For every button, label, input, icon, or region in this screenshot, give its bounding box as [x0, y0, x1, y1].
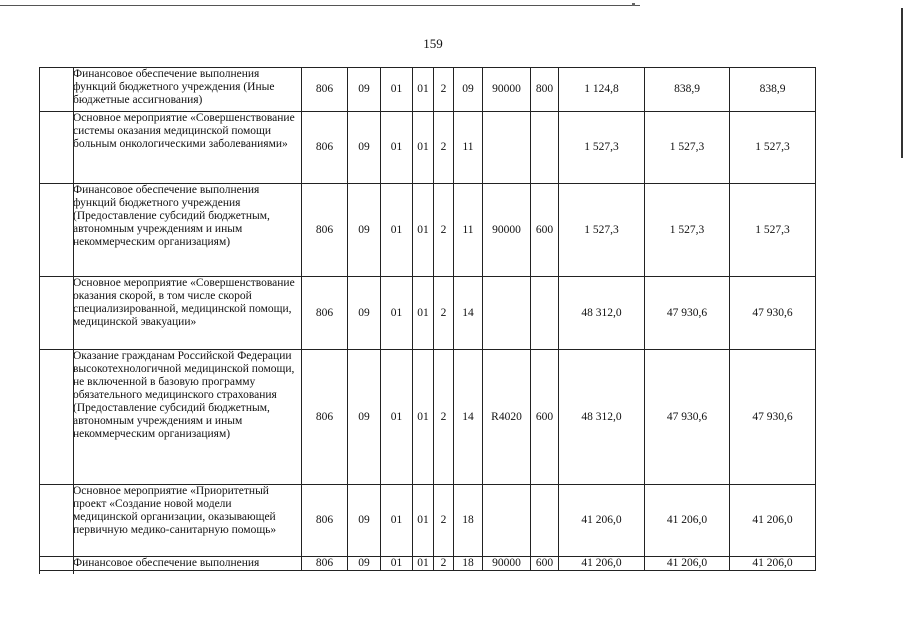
expense-type-code — [531, 112, 559, 184]
value-year-2: 41 206,0 — [645, 485, 730, 557]
subprogram-code: 2 — [434, 277, 454, 350]
value-year-3: 41 206,0 — [730, 485, 816, 557]
expense-type-code: 600 — [531, 350, 559, 485]
value-year-1: 41 206,0 — [559, 557, 645, 571]
ministry-code: 806 — [302, 350, 348, 485]
value-year-3: 47 930,6 — [730, 277, 816, 350]
program-code: 01 — [413, 277, 434, 350]
subprogram-code: 2 — [434, 112, 454, 184]
row-description: Финансовое обеспечение выполнения функций бюджетного учреждения (Иные бюджетные ассигнования) — [40, 68, 302, 112]
subsection-code: 01 — [381, 184, 413, 277]
table-row — [40, 350, 816, 485]
direction-code — [483, 112, 531, 184]
expense-type-code: 800 — [531, 68, 559, 112]
subprogram-code: 2 — [434, 557, 454, 571]
subprogram-code: 2 — [434, 485, 454, 557]
program-code: 01 — [413, 112, 434, 184]
expense-type-code: 600 — [531, 557, 559, 571]
direction-code: 90000 — [483, 557, 531, 571]
value-year-2: 47 930,6 — [645, 277, 730, 350]
ministry-code: 806 — [302, 112, 348, 184]
scan-edge-mark — [901, 8, 903, 158]
expense-type-code — [531, 485, 559, 557]
event-code: 11 — [454, 184, 483, 277]
value-year-3: 47 930,6 — [730, 350, 816, 485]
event-code: 11 — [454, 112, 483, 184]
subprogram-code: 2 — [434, 184, 454, 277]
table-row — [40, 184, 816, 277]
table-row — [40, 485, 816, 557]
value-year-2: 47 930,6 — [645, 350, 730, 485]
program-code: 01 — [413, 68, 434, 112]
value-year-1: 1 527,3 — [559, 112, 645, 184]
program-code: 01 — [413, 485, 434, 557]
table-row — [40, 557, 816, 571]
section-code: 09 — [348, 557, 381, 571]
page-number: 159 — [423, 36, 443, 51]
scan-edge-line — [0, 5, 640, 6]
budget-table — [39, 67, 816, 571]
table-row — [40, 112, 816, 184]
value-year-3: 838,9 — [730, 68, 816, 112]
event-code: 18 — [454, 485, 483, 557]
subsection-code: 01 — [381, 350, 413, 485]
program-code: 01 — [413, 350, 434, 485]
section-code: 09 — [348, 68, 381, 112]
direction-code — [483, 277, 531, 350]
value-year-2: 41 206,0 — [645, 557, 730, 571]
row-description: Финансовое обеспечение выполнения — [40, 557, 302, 571]
value-year-1: 1 124,8 — [559, 68, 645, 112]
table-row — [40, 68, 816, 112]
value-year-1: 1 527,3 — [559, 184, 645, 277]
event-code: 14 — [454, 350, 483, 485]
ministry-code: 806 — [302, 485, 348, 557]
row-description: Основное мероприятие «Приоритетный проект «Создание новой модели медицинской организации, оказывающей первичную медико-санитарную помощь» — [40, 485, 302, 557]
ministry-code: 806 — [302, 277, 348, 350]
subprogram-code: 2 — [434, 68, 454, 112]
direction-code: R4020 — [483, 350, 531, 485]
program-code: 01 — [413, 557, 434, 571]
row-description: Оказание гражданам Российской Федерации высокотехнологичной медицинской помощи, не включенной в базовую программу обязательного медицинского страхования (Предоставление субсидий бюджетным, автономным учреждениям и иным некоммерческим организациям) — [40, 350, 302, 485]
section-code: 09 — [348, 277, 381, 350]
ministry-code: 806 — [302, 184, 348, 277]
value-year-2: 838,9 — [645, 68, 730, 112]
table-row — [40, 277, 816, 350]
expense-type-code: 600 — [531, 184, 559, 277]
row-description: Финансовое обеспечение выполнения функций бюджетного учреждения (Предоставление субсидий бюджетным, автономным учреждениям и иным некоммерческим организациям) — [40, 184, 302, 277]
subsection-code: 01 — [381, 557, 413, 571]
value-year-2: 1 527,3 — [645, 112, 730, 184]
direction-code: 90000 — [483, 184, 531, 277]
value-year-1: 48 312,0 — [559, 350, 645, 485]
value-year-3: 1 527,3 — [730, 184, 816, 277]
subprogram-code: 2 — [434, 350, 454, 485]
subsection-code: 01 — [381, 277, 413, 350]
expense-type-code — [531, 277, 559, 350]
event-code: 18 — [454, 557, 483, 571]
section-code: 09 — [348, 184, 381, 277]
section-code: 09 — [348, 485, 381, 557]
row-description: Основное мероприятие «Совершенствование оказания скорой, в том числе скорой специализированной, медицинской помощи, медицинской эвакуации» — [40, 277, 302, 350]
section-code: 09 — [348, 350, 381, 485]
subsection-code: 01 — [381, 68, 413, 112]
value-year-3: 1 527,3 — [730, 112, 816, 184]
program-code: 01 — [413, 184, 434, 277]
direction-code: 90000 — [483, 68, 531, 112]
section-code: 09 — [348, 112, 381, 184]
ministry-code: 806 — [302, 557, 348, 571]
subsection-code: 01 — [381, 485, 413, 557]
subsection-code: 01 — [381, 112, 413, 184]
value-year-1: 41 206,0 — [559, 485, 645, 557]
direction-code — [483, 485, 531, 557]
row-description: Основное мероприятие «Совершенствование системы оказания медицинской помощи больным онкологическими заболеваниями» — [40, 112, 302, 184]
scan-speck — [632, 3, 635, 6]
event-code: 14 — [454, 277, 483, 350]
value-year-3: 41 206,0 — [730, 557, 816, 571]
value-year-2: 1 527,3 — [645, 184, 730, 277]
value-year-1: 48 312,0 — [559, 277, 645, 350]
ministry-code: 806 — [302, 68, 348, 112]
event-code: 09 — [454, 68, 483, 112]
